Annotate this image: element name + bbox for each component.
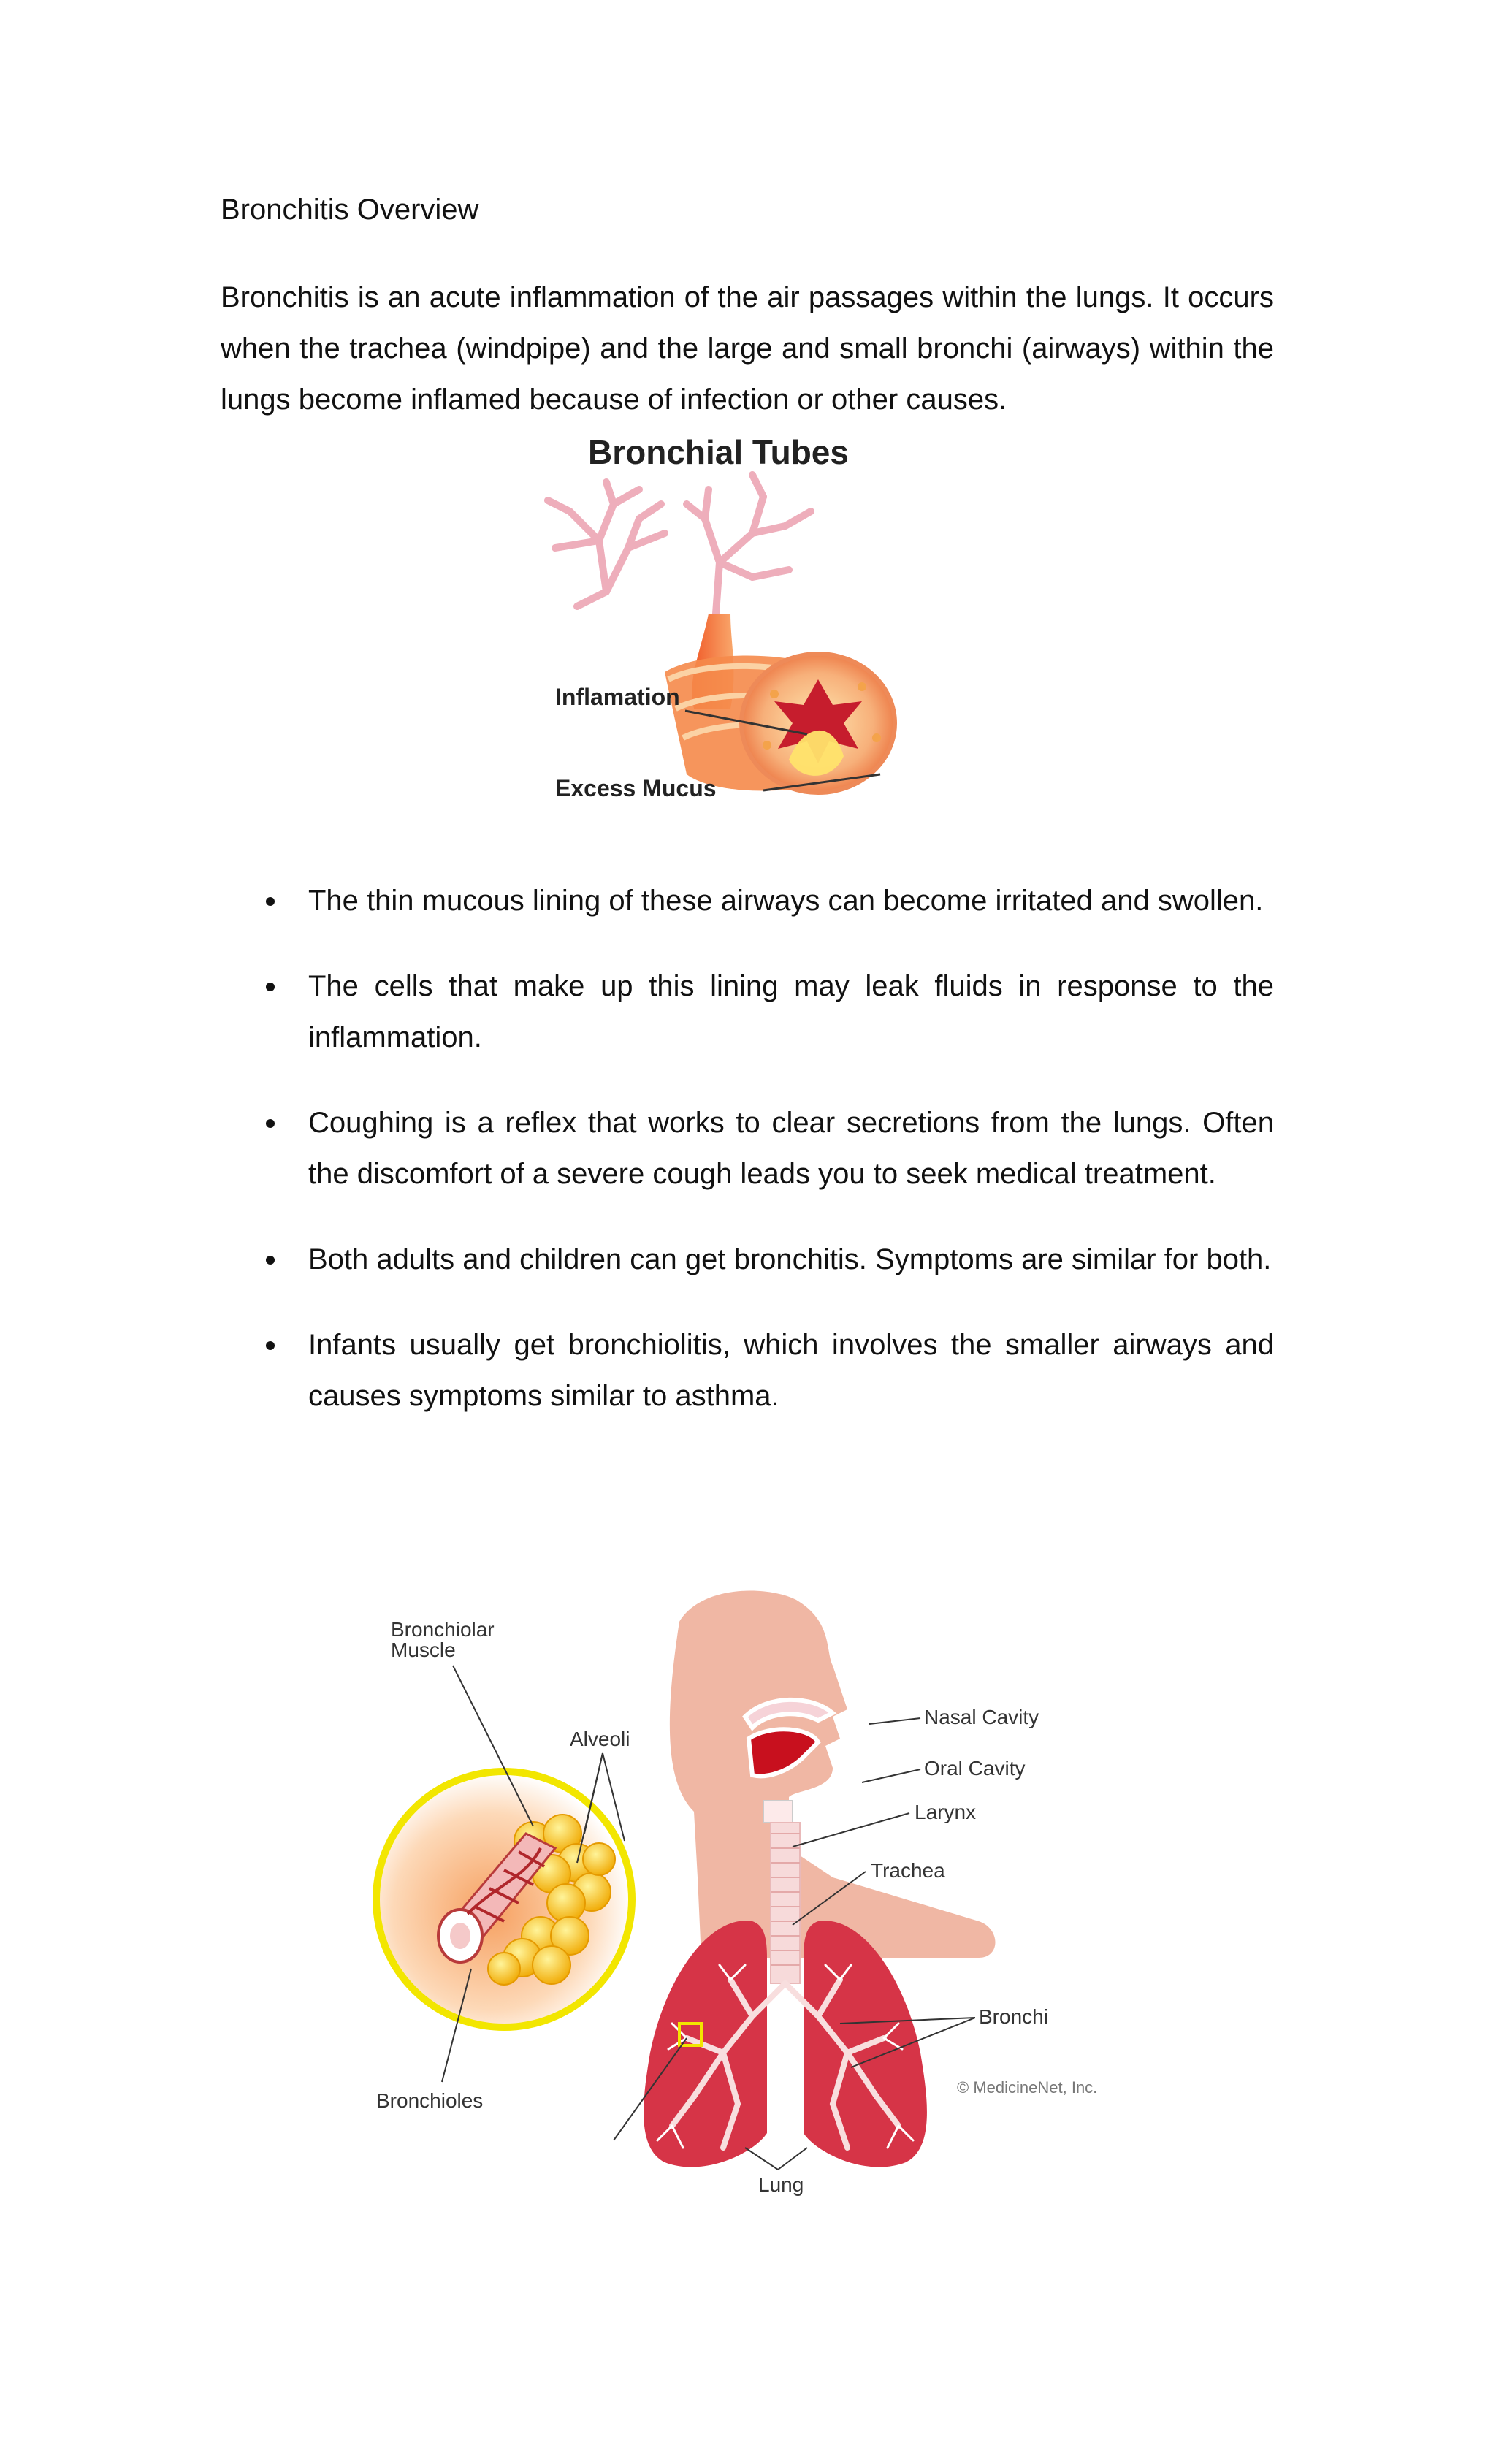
- label-bronchioles: Bronchioles: [376, 2089, 484, 2112]
- label-inflamation: Inflamation: [555, 684, 680, 710]
- bullet-icon: [266, 1256, 275, 1265]
- larynx: [763, 1801, 793, 1823]
- bullet-icon: [266, 983, 275, 991]
- list-item: The cells that make up this lining may leak fluids in response to the inflammation.: [221, 961, 1274, 1063]
- label-bronchiolar-muscle: Bronchiolar: [391, 1618, 495, 1641]
- bronchiole-branches-left: [548, 482, 665, 606]
- leader-oral-cavity: [862, 1769, 920, 1782]
- leader-nasal-cavity: [869, 1718, 920, 1724]
- leader-lung-right: [778, 2148, 807, 2170]
- symptom-list: [221, 875, 1274, 1456]
- label-excess-mucus: Excess Mucus: [555, 775, 717, 801]
- trachea: [771, 1823, 800, 1983]
- list-item: Infants usually get bronchiolitis, which involves the smaller airways and causes symptoms similar to asthma.: [221, 1319, 1274, 1422]
- credit-medicinenet: © MedicineNet, Inc.: [957, 2078, 1098, 2097]
- label-oral-cavity: Oral Cavity: [924, 1757, 1026, 1780]
- bronchiole-zoom-inset: [376, 1771, 632, 2027]
- label-trachea: Trachea: [871, 1859, 945, 1882]
- bronchiole-branches-right: [687, 475, 811, 614]
- label-lung: Lung: [758, 2173, 804, 2196]
- figure1-title: Bronchial Tubes: [588, 433, 849, 471]
- label-bronchi: Bronchi: [979, 2005, 1048, 2028]
- label-nasal-cavity: Nasal Cavity: [924, 1706, 1039, 1728]
- bullet-icon: [266, 1341, 275, 1350]
- page-title: Bronchitis Overview: [221, 194, 479, 226]
- label-bronchiolar-muscle-2: Muscle: [391, 1639, 456, 1661]
- list-item: Both adults and children can get bronchitis. Symptoms are similar for both.: [221, 1234, 1274, 1285]
- bullet-icon: [266, 1119, 275, 1128]
- label-alveoli: Alveoli: [570, 1728, 630, 1750]
- bronchial-tubes-figure: [511, 431, 1008, 840]
- leader-larynx: [793, 1813, 909, 1847]
- bronchus-cross-section: [665, 654, 895, 793]
- label-larynx: Larynx: [915, 1801, 977, 1823]
- list-item: Coughing is a reflex that works to clear secretions from the lungs. Often the discomfort of a severe cough leads you to seek medical treatment.: [221, 1097, 1274, 1199]
- respiratory-anatomy-figure: [358, 1571, 1140, 2213]
- bullet-icon: [266, 897, 275, 906]
- intro-paragraph: Bronchitis is an acute inflammation of the air passages within the lungs. It occurs when the trachea (windpipe) and the large and small bronchi (airways) within the lungs become inflamed because of infection or other causes.: [221, 281, 1274, 416]
- leader-lung-left: [745, 2148, 778, 2170]
- list-item: The thin mucous lining of these airways can become irritated and swollen.: [221, 875, 1274, 926]
